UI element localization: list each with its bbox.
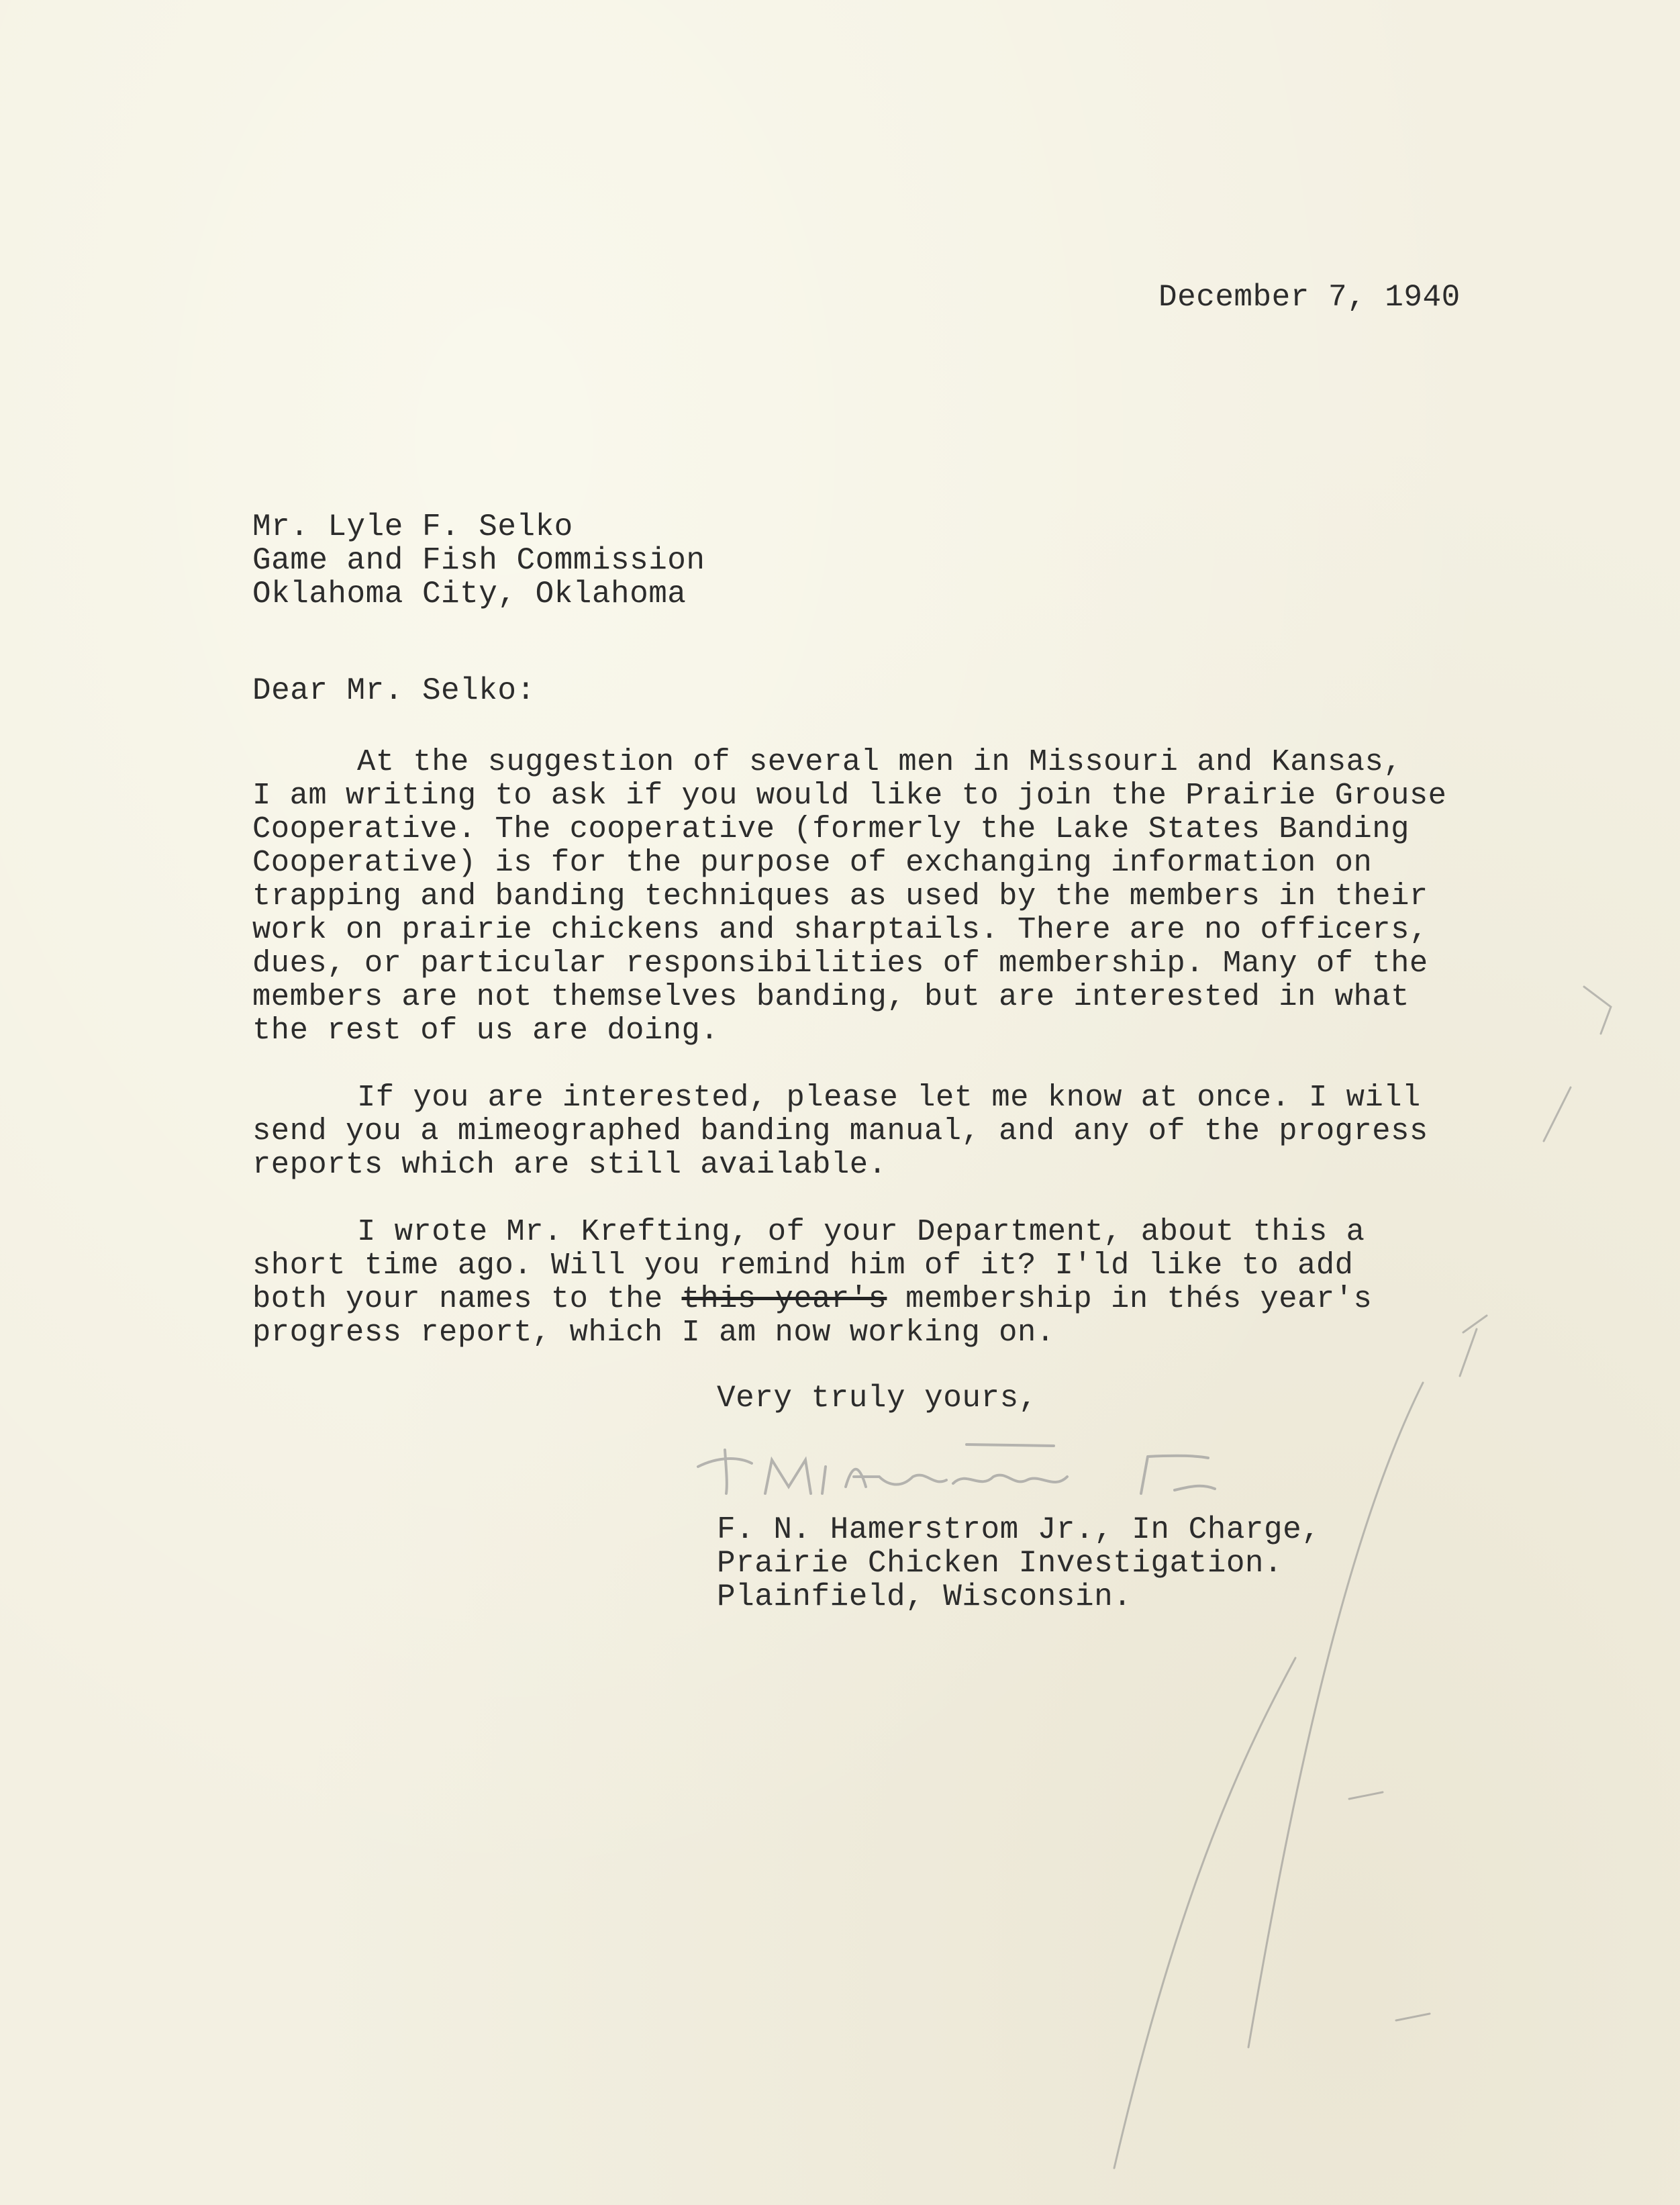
paragraph2-line: reports which are still available. (252, 1147, 887, 1182)
paragraph1-line: work on prairie chickens and sharptails. There are no officers, (252, 912, 1428, 947)
signer-name-title: F. N. Hamerstrom Jr., In Charge, (717, 1512, 1321, 1547)
paragraph3-text: both your names to the (252, 1281, 682, 1316)
letter-date: December 7, 1940 (1158, 280, 1461, 315)
paragraph2-line: send you a mimeographed banding manual, and any of the progress (252, 1114, 1428, 1148)
closing: Very truly yours, (717, 1381, 1038, 1416)
salutation: Dear Mr. Selko: (252, 673, 536, 708)
signer-organization: Prairie Chicken Investigation. (717, 1546, 1283, 1581)
paragraph3-line: I wrote Mr. Krefting, of your Department, about this a (357, 1214, 1365, 1249)
paragraph1-line: At the suggestion of several men in Missouri and Kansas, (357, 744, 1403, 779)
paragraph1-line: Cooperative. The cooperative (formerly the Lake States Banding (252, 812, 1410, 846)
recipient-organization: Game and Fish Commission (252, 543, 705, 578)
paragraph2-line: If you are interested, please let me know at once. I will (357, 1080, 1421, 1115)
paragraph1-line: members are not themselves banding, but are interested in what (252, 979, 1410, 1014)
paragraph1-line: Cooperative) is for the purpose of exchanging information on (252, 845, 1373, 880)
handwritten-signature (678, 1430, 1255, 1504)
signer-location: Plainfield, Wisconsin. (717, 1579, 1132, 1614)
paragraph1-line: trapping and banding techniques as used by the members in their (252, 879, 1428, 914)
paragraph3-line: progress report, which I am now working on. (252, 1315, 1055, 1350)
paragraph3-line (252, 1282, 1372, 1316)
paragraph1-line: dues, or particular responsibilities of membership. Many of the (252, 946, 1428, 981)
recipient-city: Oklahoma City, Oklahoma (252, 577, 687, 611)
paragraph3-line: short time ago. Will you remind him of it? I'ld like to add (252, 1248, 1354, 1283)
recipient-name: Mr. Lyle F. Selko (252, 509, 573, 544)
paragraph1-line: I am writing to ask if you would like to join the Prairie Grouse (252, 778, 1447, 813)
paragraph3-text: membership in thés year's (887, 1281, 1373, 1316)
paragraph1-line: the rest of us are doing. (252, 1013, 720, 1048)
struck-out-text: this year's (681, 1281, 887, 1316)
